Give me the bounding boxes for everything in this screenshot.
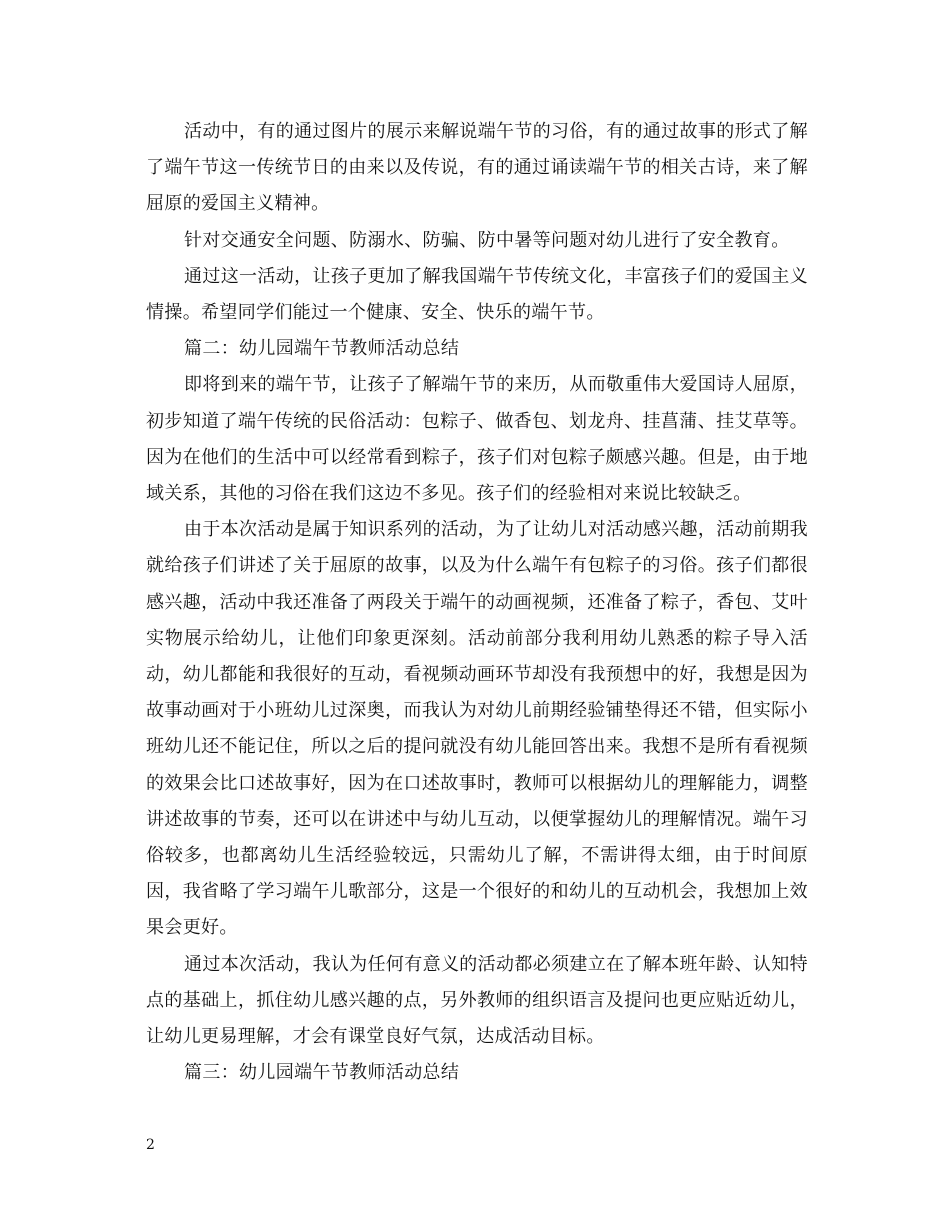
paragraph: 通过这一活动，让孩子更加了解我国端午节传统文化，丰富孩子们的爱国主义情操。希望同学们能过一个健康、安全、快乐的端午节。 xyxy=(146,265,808,324)
page-number: 2 xyxy=(146,1137,155,1153)
paragraph: 针对交通安全问题、防溺水、防骗、防中暑等问题对幼儿进行了安全教育。 xyxy=(184,229,790,251)
paragraph: 即将到来的端午节，让孩子了解端午节的来历，从而敬重伟大爱国诗人屈原，初步知道了端午传统的民俗活动：包粽子、做香包、划龙舟、挂菖蒲、挂艾草等。因为在他们的生活中可以经常看到粽子，孩子们对包粽子颇感兴趣。但是，由于地域关系，其他的习俗在我们这边不多见。孩子们的经验相对来说比较缺乏。 xyxy=(146,374,808,505)
paragraph: 通过本次活动，我认为任何有意义的活动都必须建立在了解本班年龄、认知特点的基础上，抓住幼儿感兴趣的点，另外教师的组织语言及提问也更应贴近幼儿，让幼儿更易理解，才会有课堂良好气氛，达成活动目标。 xyxy=(146,953,808,1048)
document-body xyxy=(146,114,808,1091)
section-heading: 篇二：幼儿园端午节教师活动总结 xyxy=(184,338,460,360)
paragraph: 由于本次活动是属于知识系列的活动，为了让幼儿对活动感兴趣，活动前期我就给孩子们讲述了关于屈原的故事，以及为什么端午有包粽子的习俗。孩子们都很感兴趣，活动中我还准备了两段关于端午的动画视频，还准备了粽子，香包、艾叶实物展示给幼儿，让他们印象更深刻。活动前部分我利用幼儿熟悉的粽子导入活动，幼儿都能和我很好的互动，看视频动画环节却没有我预想中的好，我想是因为故事动画对于小班幼儿过深奥，而我认为对幼儿前期经验铺垫得还不错，但实际小班幼儿还不能记住，所以之后的提问就没有幼儿能回答出来。我想不是所有看视频的效果会比口述故事好，因为在口述故事时，教师可以根据幼儿的理解能力，调整讲述故事的节奏，还可以在讲述中与幼儿互动，以便掌握幼儿的理解情况。端午习俗较多，也都离幼儿生活经验较远，只需幼儿了解，不需讲得太细，由于时间原因，我省略了学习端午儿歌部分，这是一个很好的和幼儿的互动机会，我想加上效果会更好。 xyxy=(146,519,808,939)
section-heading: 篇三：幼儿园端午节教师活动总结 xyxy=(184,1062,460,1084)
paragraph: 活动中，有的通过图片的展示来解说端午节的习俗，有的通过故事的形式了解了端午节这一传统节日的由来以及传说，有的通过诵读端午节的相关古诗，来了解屈原的爱国主义精神。 xyxy=(146,121,808,215)
